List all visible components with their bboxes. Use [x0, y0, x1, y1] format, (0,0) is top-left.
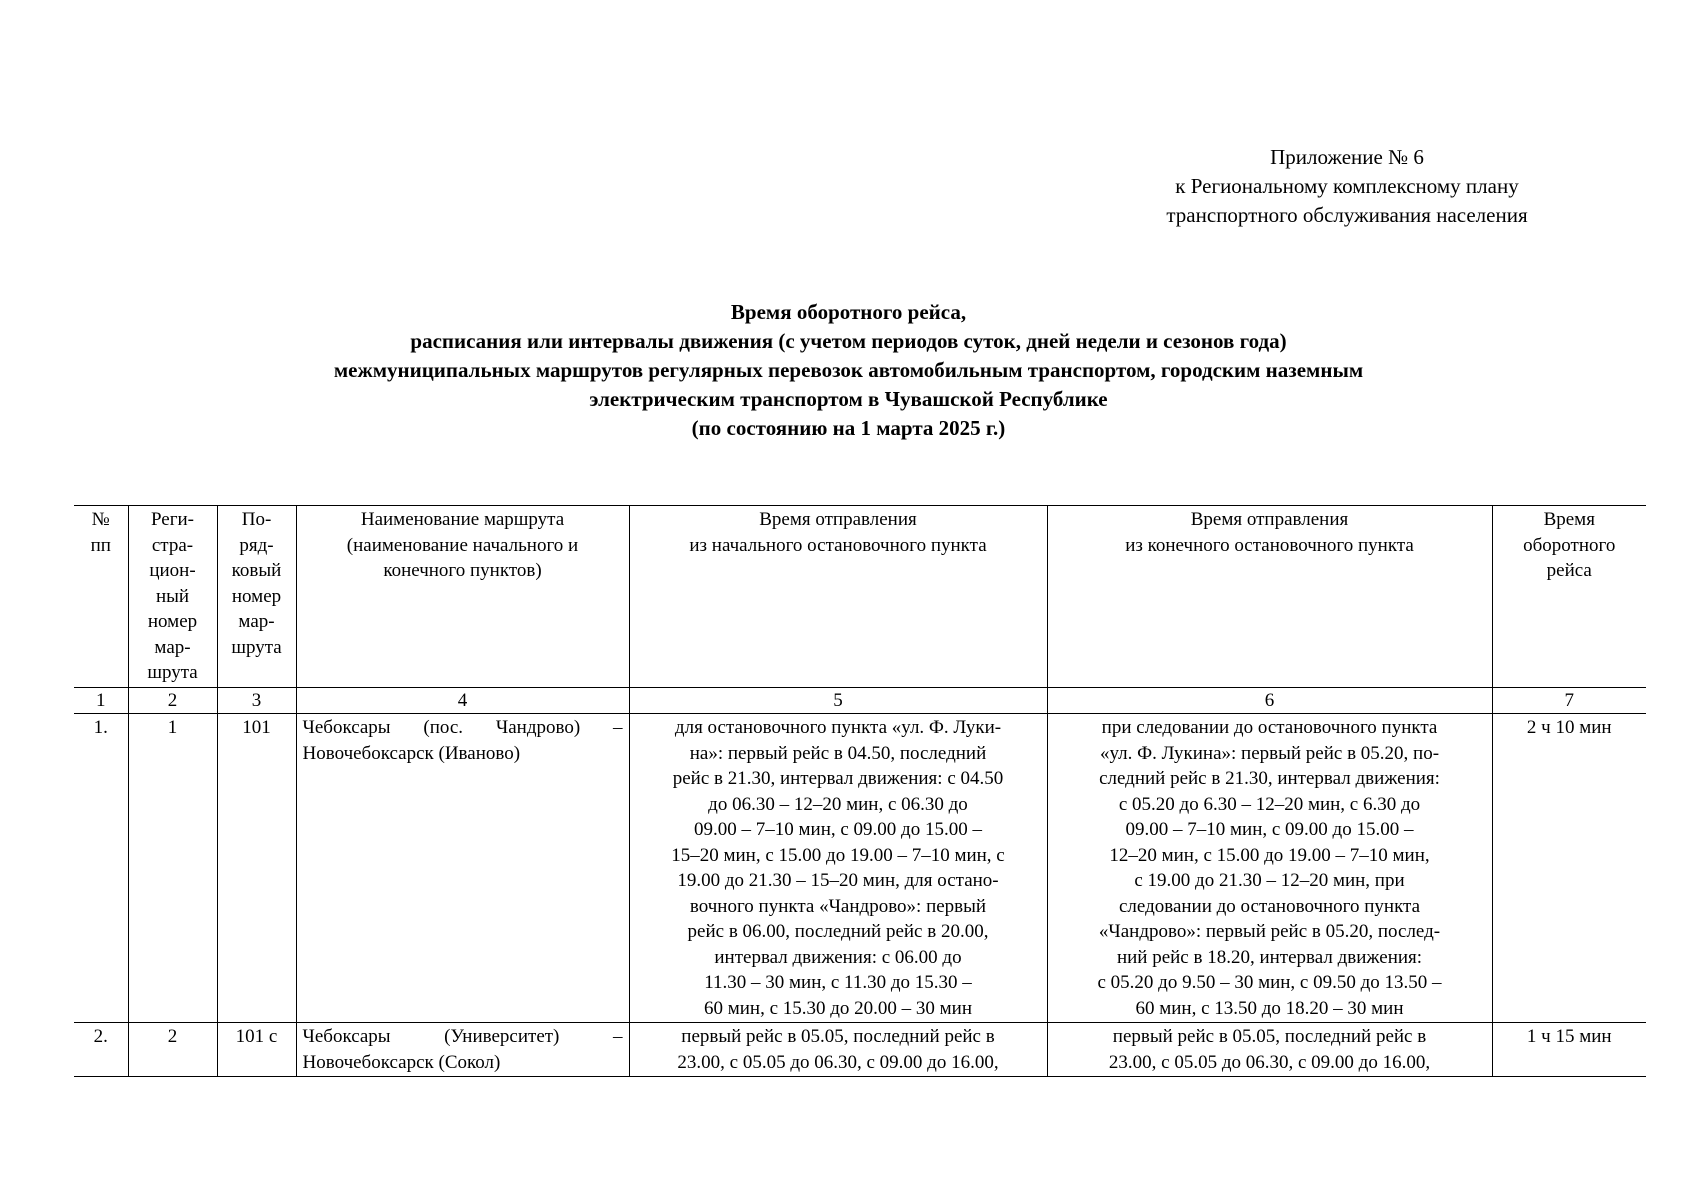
- cell-number: 1.: [74, 714, 128, 1023]
- cell-departure-end: первый рейс в 05.05, последний рейс в 23.00, с 05.05 до 06.30, с 09.00 до 16.00,: [1047, 1023, 1492, 1077]
- appendix-line: к Региональному комплексному плану: [1175, 174, 1519, 198]
- cell-route-name: Чебоксары (Университет) – Новочебоксарск (Сокол): [296, 1023, 629, 1077]
- cell-order-number: 101: [217, 714, 296, 1023]
- cell-route-name: Чебоксары (пос. Чандрово) – Новочебоксарск (Иваново): [296, 714, 629, 1023]
- cell-departure-start: для остановочного пункта «ул. Ф. Луки- на»: первый рейс в 04.50, последний рейс в 21.30, интервал движения: с 04.50 до 06.30 – 12–20 мин, с 06.30 до 09.00 – 7–10 мин, с 09.00 до 15.00 – 15–20 мин, с 15.00 до 19.00 – 7–10 мин, с 19.00 до 21.30 – 15–20 мин, для остано- вочного пункта «Чандрово»: первый рейс в 06.00, последний рейс в 20.00, интервал движения: с 06.00 до 11.30 – 30 мин, с 11.30 до 15.30 – 60 мин, с 15.30 до 20.00 – 30 мин: [629, 714, 1047, 1023]
- table-row: [74, 1023, 1646, 1077]
- title-line: расписания или интервалы движения (с учетом периодов суток, дней недели и сезонов года): [410, 329, 1287, 353]
- column-number: 7: [1492, 687, 1646, 714]
- schedule-table: [74, 505, 1646, 1077]
- title-line: (по состоянию на 1 марта 2025 г.): [691, 416, 1006, 440]
- cell-order-number: 101 с: [217, 1023, 296, 1077]
- appendix-heading: [1107, 143, 1587, 230]
- cell-round-trip-time: 1 ч 15 мин: [1492, 1023, 1646, 1077]
- column-number: 5: [629, 687, 1047, 714]
- title-line: межмуниципальных маршрутов регулярных перевозок автомобильным транспортом, городским наземным: [333, 358, 1364, 382]
- appendix-line: транспортного обслуживания населения: [1166, 203, 1528, 227]
- header-cell-registration-number: Реги- стра- цион- ный номер мар- шрута: [128, 506, 217, 688]
- title-line: Время оборотного рейса,: [730, 300, 967, 324]
- cell-registration-number: 1: [128, 714, 217, 1023]
- title-line: электрическим транспортом в Чувашской Республике: [589, 387, 1108, 411]
- column-number: 1: [74, 687, 128, 714]
- cell-registration-number: 2: [128, 1023, 217, 1077]
- cell-number: 2.: [74, 1023, 128, 1077]
- cell-round-trip-time: 2 ч 10 мин: [1492, 714, 1646, 1023]
- column-number-row: [74, 687, 1646, 714]
- column-number: 6: [1047, 687, 1492, 714]
- header-row: [74, 506, 1646, 688]
- header-cell-route-name: Наименование маршрута (наименование начального и конечного пунктов): [296, 506, 629, 688]
- appendix-line: Приложение № 6: [1270, 145, 1424, 169]
- table-row: [74, 714, 1646, 1023]
- cell-departure-start: первый рейс в 05.05, последний рейс в 23.00, с 05.05 до 06.30, с 09.00 до 16.00,: [629, 1023, 1047, 1077]
- cell-departure-end: при следовании до остановочного пункта «ул. Ф. Лукина»: первый рейс в 05.20, по- следний рейс в 21.30, интервал движения: с 05.20 до 6.30 – 12–20 мин, с 6.30 до 09.00 – 7–10 мин, с 09.00 до 15.00 – 12–20 мин, с 15.00 до 19.00 – 7–10 мин, с 19.00 до 21.30 – 12–20 мин, при следовании до остановочного пункта «Чандрово»: первый рейс в 05.20, послед- ний рейс в 18.20, интервал движения: с 05.20 до 9.50 – 30 мин, с 09.50 до 13.50 – 60 мин, с 13.50 до 18.20 – 30 мин: [1047, 714, 1492, 1023]
- column-number: 4: [296, 687, 629, 714]
- header-cell-departure-start: Время отправления из начального остановочного пункта: [629, 506, 1047, 688]
- header-cell-round-trip-time: Время оборотного рейса: [1492, 506, 1646, 688]
- document-title: [0, 298, 1697, 443]
- column-number: 3: [217, 687, 296, 714]
- column-number: 2: [128, 687, 217, 714]
- header-cell-order-number: По- ряд- ковый номер мар- шрута: [217, 506, 296, 688]
- header-cell-departure-end: Время отправления из конечного остановочного пункта: [1047, 506, 1492, 688]
- header-cell-number: № пп: [74, 506, 128, 688]
